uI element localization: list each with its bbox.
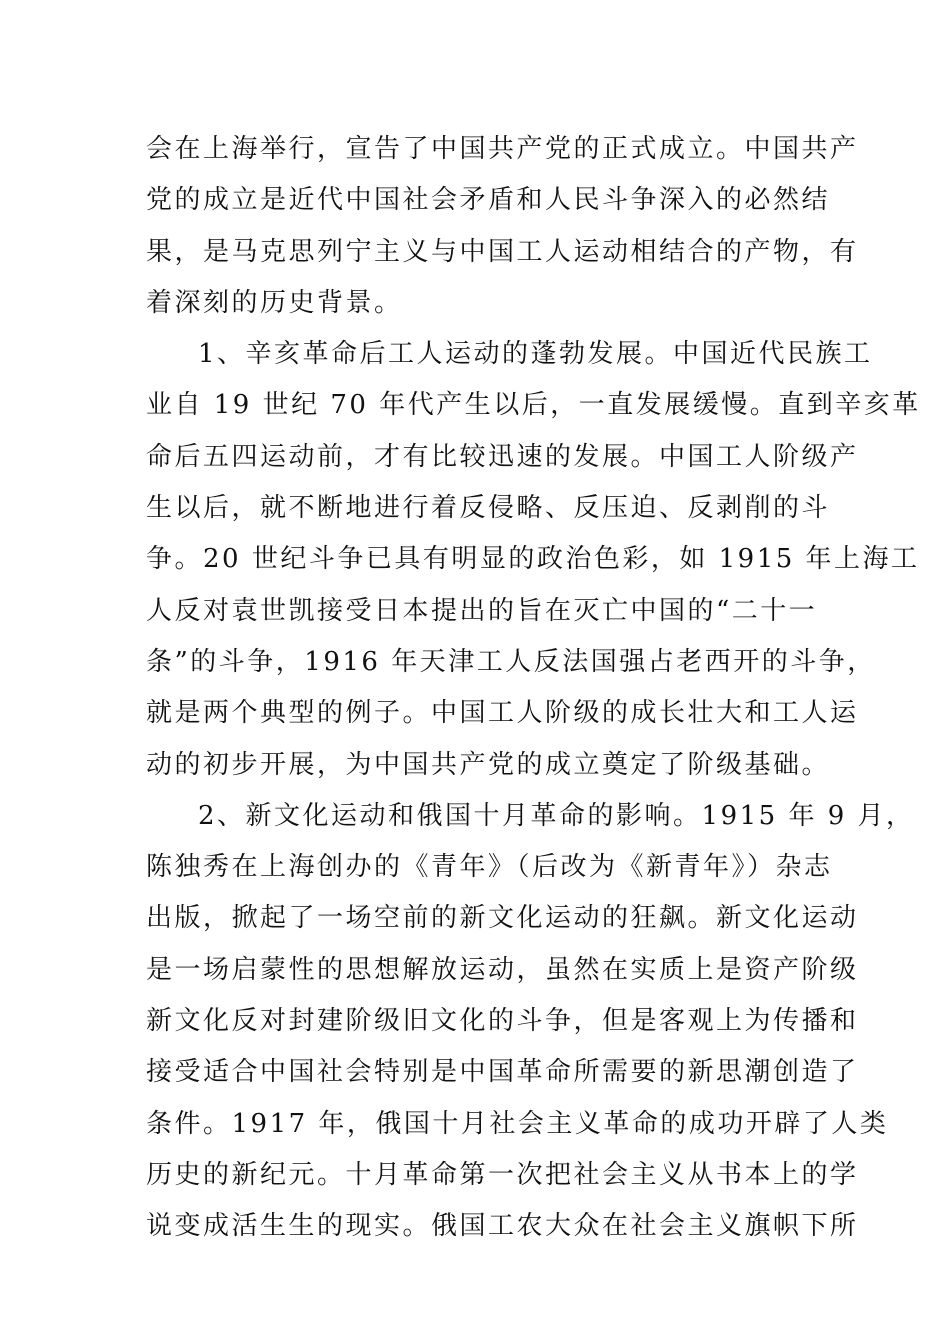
text-line: 党的成立是近代中国社会矛盾和人民斗争深入的必然结 (146, 185, 831, 216)
text-line: 着深刻的历史背景。 (146, 287, 403, 318)
text-line: 新文化反对封建阶级旧文化的斗争，但是客观上为传播和 (146, 1006, 859, 1037)
text-line: 命后五四运动前，才有比较迅速的发展。中国工人阶级产 (146, 441, 859, 472)
text-line: 出版，掀起了一场空前的新文化运动的狂飙。新文化运动 (146, 903, 859, 934)
text-line: 动的初步开展，为中国共产党的成立奠定了阶级基础。 (146, 749, 831, 780)
text-line: 接受适合中国社会特别是中国革命所需要的新思潮创造了 (146, 1057, 859, 1088)
text-line: 条件。1917 年，俄国十月社会主义革命的成功开辟了人类 (146, 1108, 889, 1139)
paragraph-first-line: 2、新文化运动和俄国十月革命的影响。1915 年 9 月， (198, 800, 915, 831)
text-line: 说变成活生生的现实。俄国工农大众在社会主义旗帜下所 (146, 1211, 859, 1242)
text-line: 果，是马克思列宁主义与中国工人运动相结合的产物，有 (146, 236, 859, 267)
text-line: 生以后，就不断地进行着反侵略、反压迫、反剥削的斗 (146, 493, 831, 524)
text-line: 条”的斗争，1916 年天津工人反法国强占老西开的斗争， (146, 646, 876, 677)
text-line: 就是两个典型的例子。中国工人阶级的成长壮大和工人运 (146, 698, 859, 729)
text-line: 争。20 世纪斗争已具有明显的政治色彩，如 1915 年上海工 (146, 544, 920, 575)
text-line: 人反对袁世凯接受日本提出的旨在灭亡中国的“二十一 (146, 595, 818, 626)
text-line: 业自 19 世纪 70 年代产生以后，一直发展缓慢。直到辛亥革 (146, 390, 921, 421)
text-line: 是一场启蒙性的思想解放运动，虽然在实质上是资产阶级 (146, 954, 859, 985)
body-text (146, 124, 921, 1253)
text-line: 历史的新纪元。十月革命第一次把社会主义从书本上的学 (146, 1159, 859, 1190)
text-line: 陈独秀在上海创办的《青年》（后改为《新青年》）杂志 (146, 852, 833, 883)
paragraph-first-line: 1、辛亥革命后工人运动的蓬勃发展。中国近代民族工 (198, 339, 873, 370)
text-line: 会在上海举行，宣告了中国共产党的正式成立。中国共产 (146, 134, 859, 164)
